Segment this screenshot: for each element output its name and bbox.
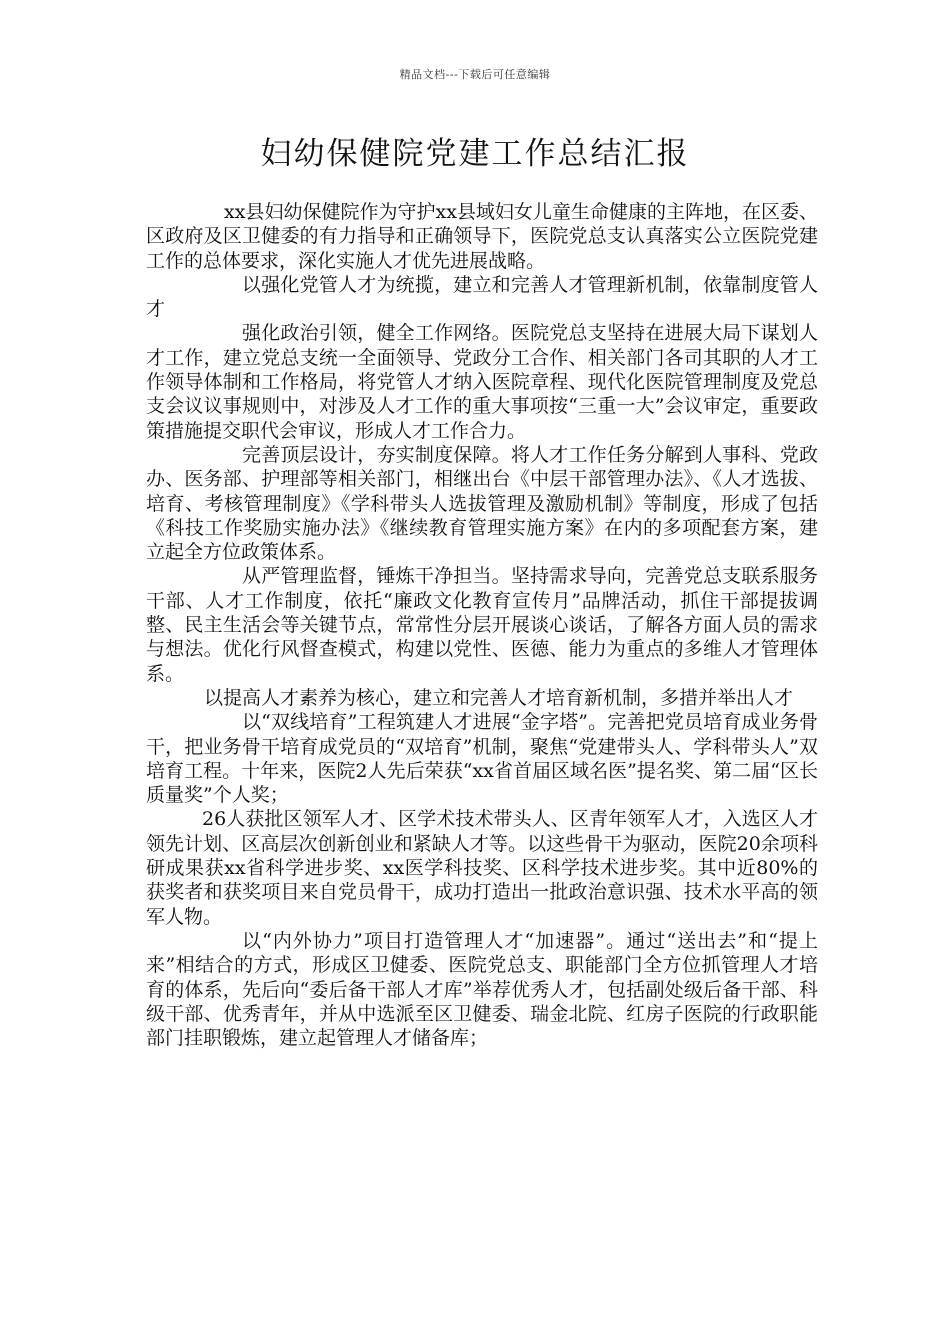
- document-body: [146, 200, 818, 1050]
- paragraph-talent-achievements: 26人获批区领军人才、区学术技术带头人、区青年领军人才，入选区人才领先计划、区高层次创新创业和紧缺人才等。以这些骨干为驱动，医院20余项科研成果获xx省科学进步奖、xx医学科技奖、区科学技术进步奖。其中近80%的获奖者和获奖项目来自党员骨干，成功打造出一批政治意识强、技术水平高的领军人物。: [146, 808, 818, 928]
- paragraph-internal-external: 以“内外协力”项目打造管理人才“加速器”。通过“送出去”和“提上来”相结合的方式，形成区卫健委、医院党总支、职能部门全方位抓管理人才培育的体系，先后向“委后备干部人才库”举荐优秀人才，包括副处级后备干部、科级干部、优秀青年，并从中选派至区卫健委、瑞金北院、红房子医院的行政职能部门挂职锻炼，建立起管理人才储备库；: [146, 929, 818, 1050]
- document-title: 妇幼保健院党建工作总结汇报: [260, 136, 690, 172]
- paragraph-intro: xx县妇幼保健院作为守护xx县域妇女儿童生命健康的主阵地，在区委、区政府及区卫健委的有力指导和正确领导下，医院党总支认真落实公立医院党建工作的总体要求，深化实施人才优先进展战略。: [146, 201, 818, 272]
- paragraph-strict-supervision: 从严管理监督，锤炼干净担当。坚持需求导向，完善党总支联系服务干部、人才工作制度，依托“廉政文化教育宣传月”品牌活动，抓住干部提拔调整、民主生活会等关键节点，常常性分层开展谈心谈话，了解各方面人员的需求与想法。优化行风督查模式，构建以党性、医德、能力为重点的多维人才管理体系。: [146, 565, 818, 685]
- paragraph-dual-training: 以“双线培育”工程筑建人才进展“金字塔”。完善把党员培育成业务骨干，把业务骨干培育成党员的“双培育”机制，聚焦“党建带头人、学科带头人”双培育工程。十年来，医院2人先后荣获“xx省首届区域名医”提名奖、第二届“区长质量奖”个人奖；: [146, 711, 818, 807]
- section-heading-management: 以强化党管人才为统揽，建立和完善人才管理新机制，依靠制度管人才: [146, 273, 818, 321]
- section-heading-training: 以提高人才素养为核心，建立和完善人才培育新机制，多措并举出人才: [204, 686, 794, 709]
- paragraph-political-guidance: 强化政治引领，健全工作网络。医院党总支坚持在进展大局下谋划人才工作，建立党总支统一全面领导、党政分工合作、相关部门各司其职的人才工作领导体制和工作格局，将党管人才纳入医院章程、现代化医院管理制度及党总支会议议事规则中，对涉及人才工作的重大事项按“三重一大”会议审定，重要政策措施提交职代会审议，形成人才工作合力。: [146, 322, 818, 442]
- header-note: 精品文档---下载后可任意编辑: [399, 68, 551, 81]
- paragraph-top-level-design: 完善顶层设计，夯实制度保障。将人才工作任务分解到人事科、党政办、医务部、护理部等相关部门，相继出台《中层干部管理办法》、《人才选拔、培育、考核管理制度》《学科带头人选拔管理及激励机制》等制度，形成了包括《科技工作奖励实施办法》《继续教育管理实施方案》在内的多项配套方案，建立起全方位政策体系。: [146, 443, 818, 564]
